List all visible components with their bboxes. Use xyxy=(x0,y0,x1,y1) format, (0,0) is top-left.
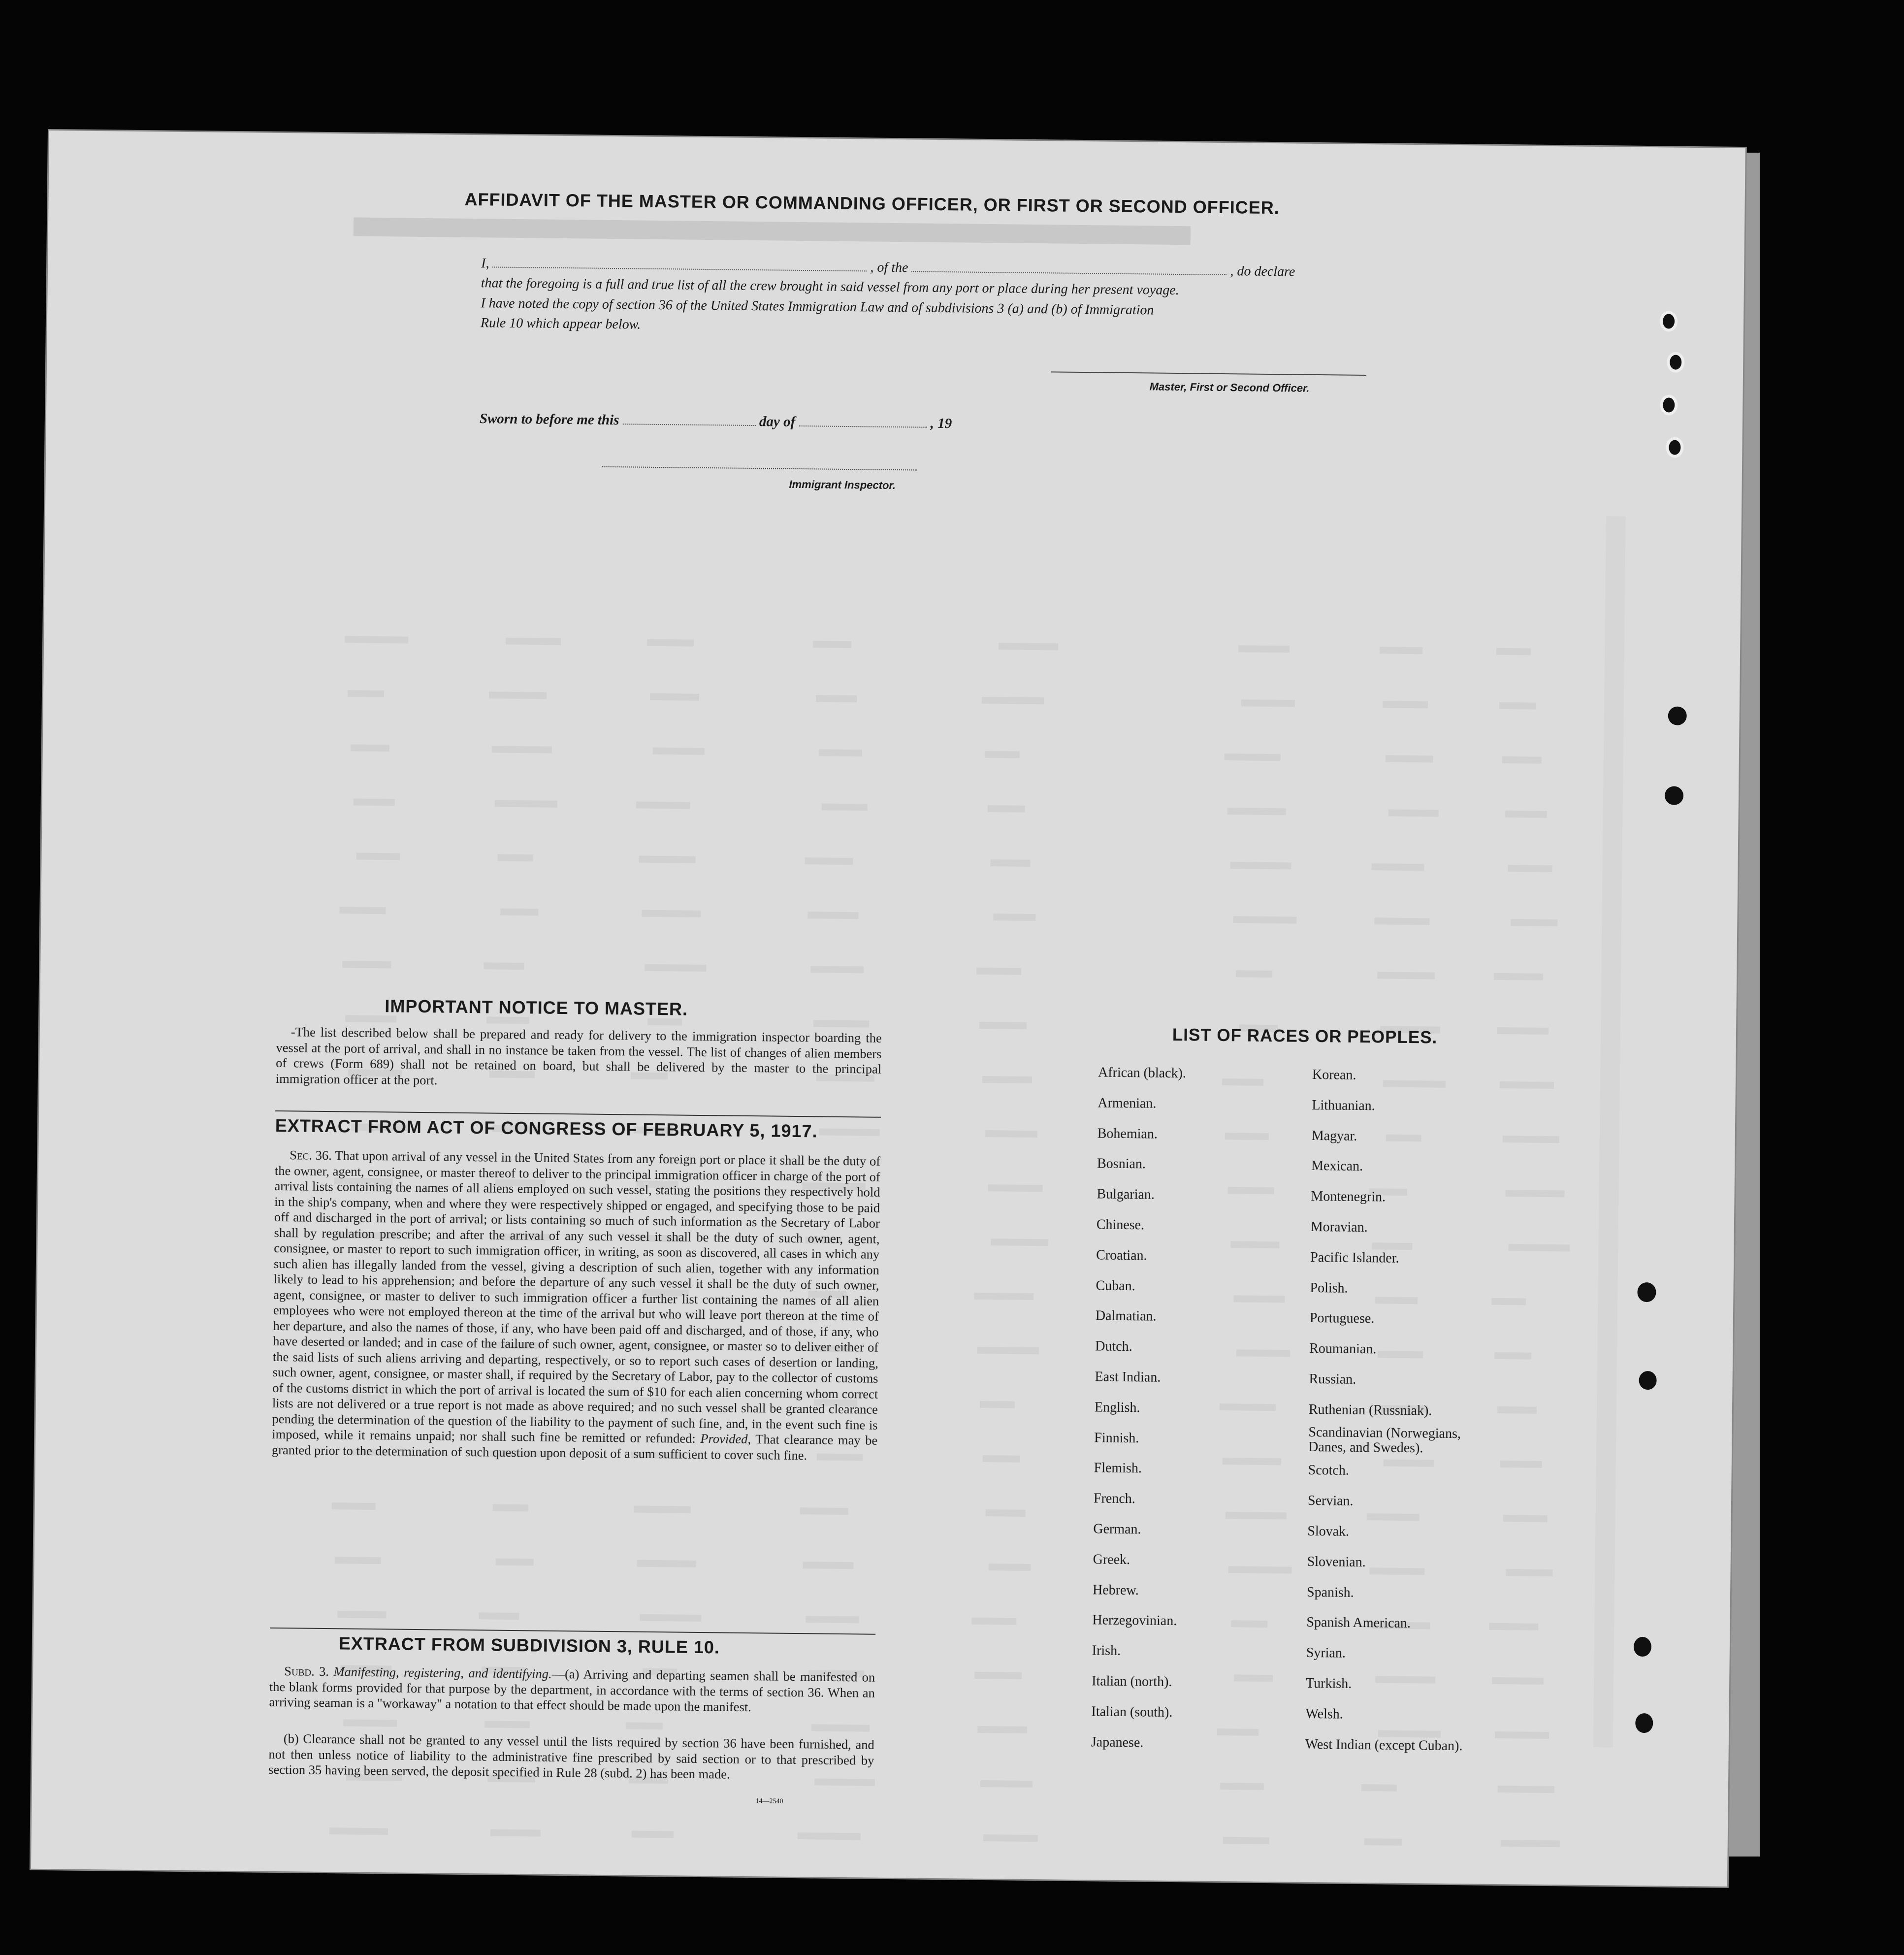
race-item: Mexican. xyxy=(1311,1158,1363,1174)
race-item: Montenegrin. xyxy=(1311,1189,1386,1205)
affidavit-title: AFFIDAVIT OF THE MASTER OR COMMANDING OFFICER, OR FIRST OR SECOND OFFICER. xyxy=(464,189,1280,218)
race-item: Hebrew. xyxy=(1092,1582,1139,1598)
affidavit-body-line-1: that the foregoing is a full and true list of all the crew brought in said vessel from any port or place during her present voyage. xyxy=(481,275,1179,298)
form-number: 14—2540 xyxy=(755,1797,783,1805)
race-item: German. xyxy=(1093,1521,1141,1537)
race-item: English. xyxy=(1094,1400,1140,1416)
race-item: Scotch. xyxy=(1308,1463,1350,1479)
affidavit-i-label: I, xyxy=(481,256,489,271)
race-item: Herzegovinian. xyxy=(1092,1612,1177,1629)
day-of-label: day of xyxy=(759,414,796,430)
sec-36-body: That upon arrival of any vessel in the United States from any foreign port or place it shall be the duty of the owner, agent, consignee, or master thereof to deliver to the principal immigration officer in charge of the port of arrival lists containing the names of all aliens employed on such vessel, stating the positions they respectively hold in the ship's company, when and where they were respectively shipped or engaged, and specifying those to be paid off and discharged in the port of arrival; or lists containing so much of such information as the Secretary of Labor shall by regulation prescribe; and after the arrival of any such vessel it shall be the duty of such owner, agent, consignee, or master to report to such immigration officer, in writing, as soon as discovered, all cases in which any such alien has illegally landed from the vessel, giving a description of such alien, together with any information likely to lead to his apprehension; and before the departure of any such vessel it shall be the duty of such owner, agent, consignee, or master to deliver to such immigration officer a further list containing the names of all alien employees who were not employed thereon at the time of the arrival but who will leave port thereon at the time of her departure, and also the names of those, if any, who have been paid off and discharged, and of those, if any, who have deserted or landed; and in case of the failure of such owner, agent, consignee, or master so to deliver either of the said lists of such aliens arriving and departing, respectively, or so to report such cases of desertion or landing, such owner, agent, consignee, or master shall, if required by the Secretary of Labor, pay to the collector of customs of the customs district in which the port of arrival is located the sum of $10 for each alien concerning whom correct lists are not delivered or a true report is not made as above required; and no such vessel shall be granted clearance pending the determination of the question of the liability to the payment of such fine, and, in the event such fine is imposed, while it remains unpaid; nor shall such fine be remitted or refunded: xyxy=(272,1148,881,1446)
rule-subd-3-a xyxy=(269,1663,875,1716)
race-item: Servian. xyxy=(1307,1493,1354,1509)
race-item: Bulgarian. xyxy=(1097,1186,1155,1203)
race-item: Bohemian. xyxy=(1097,1125,1158,1142)
race-item: Greek. xyxy=(1093,1552,1130,1567)
sworn-month-blank[interactable] xyxy=(799,425,927,428)
sworn-label: Sworn to before me this xyxy=(479,411,619,428)
year-label: , 19 xyxy=(930,415,952,432)
act-extract-title: EXTRACT FROM ACT OF CONGRESS OF FEBRUARY 5, 1917. xyxy=(275,1115,818,1141)
rule-extract-title: EXTRACT FROM SUBDIVISION 3, RULE 10. xyxy=(338,1633,720,1658)
punch-hole xyxy=(1665,786,1683,805)
sec-36-end: That clearance may be granted prior to the determination of such question upon deposit of a sum sufficient to cover such fine. xyxy=(271,1432,878,1463)
race-item: Turkish. xyxy=(1305,1675,1352,1692)
subd-a-text: —(a) Arriving and departing seamen shall be manifested on the blank forms provided for that purpose by the department, in accordance with the terms of section 36. When an arriving seaman is a "workaway" a notation to that effect should be made upon the manifest. xyxy=(269,1666,875,1715)
subd-title: Manifesting, registering, and identifying. xyxy=(333,1664,552,1681)
punch-hole xyxy=(1634,1637,1651,1657)
punch-hole xyxy=(1635,1713,1653,1733)
race-item: Italian (north). xyxy=(1091,1673,1172,1690)
master-name-blank[interactable] xyxy=(492,266,867,271)
affidavit-body-line-3: Rule 10 which appear below. xyxy=(480,315,641,332)
master-signature-caption: Master, First or Second Officer. xyxy=(1149,380,1310,394)
race-item: East Indian. xyxy=(1095,1369,1161,1385)
race-item: Syrian. xyxy=(1306,1645,1346,1661)
race-item: Dutch. xyxy=(1095,1338,1132,1355)
race-item: Pacific Islander. xyxy=(1310,1249,1399,1266)
race-item: Flemish. xyxy=(1094,1460,1142,1476)
race-item: African (black). xyxy=(1097,1065,1187,1081)
race-item: Scandinavian (Norwegians, Danes, and Swedes). xyxy=(1308,1424,1461,1456)
race-item: Ruthenian (Russniak). xyxy=(1308,1401,1432,1419)
races-left-column xyxy=(1091,1057,1187,1758)
races-right-column xyxy=(1305,1060,1480,1761)
race-item: Moravian. xyxy=(1310,1219,1368,1236)
race-item: Italian (south). xyxy=(1091,1704,1173,1720)
sec-label: Sec. 36. xyxy=(290,1147,332,1163)
notice-title: IMPORTANT NOTICE TO MASTER. xyxy=(385,996,688,1019)
punch-hole xyxy=(1637,1282,1656,1302)
race-item: Armenian. xyxy=(1097,1095,1157,1111)
manifest-page xyxy=(31,130,1745,1887)
race-item: Cuban. xyxy=(1096,1277,1135,1294)
race-item: Roumanian. xyxy=(1309,1341,1377,1357)
race-item: Croatian. xyxy=(1096,1247,1147,1264)
affidavit-declare-label: , do declare xyxy=(1230,263,1295,280)
race-item: Bosnian. xyxy=(1097,1156,1146,1172)
act-section-36-text xyxy=(272,1147,881,1464)
bleed-through-texture xyxy=(31,130,1745,1887)
race-item: Chinese. xyxy=(1096,1217,1145,1233)
vessel-name-blank[interactable] xyxy=(911,271,1226,275)
race-item: Slovenian. xyxy=(1307,1554,1366,1570)
race-item: Polish. xyxy=(1310,1280,1348,1296)
provided-label: Provided, xyxy=(700,1431,751,1447)
race-item: Slovak. xyxy=(1307,1523,1350,1539)
races-title: LIST OF RACES OR PEOPLES. xyxy=(1172,1025,1438,1047)
race-item: Spanish American. xyxy=(1306,1615,1411,1631)
race-item: Russian. xyxy=(1309,1371,1356,1387)
punch-hole xyxy=(1668,706,1687,725)
race-item: Japanese. xyxy=(1091,1734,1144,1750)
rule-subd-3-b: (b) Clearance shall not be granted to any vessel until the lists required by section 36 have been furnished, and not then unless notice of liability to the administrative fine prescribed by said section or to that prescribed by section 35 having been served, the deposit specified in Rule 28 (subd. 2) has been made. xyxy=(268,1731,874,1782)
race-item: Korean. xyxy=(1312,1067,1356,1083)
race-item: West Indian (except Cuban). xyxy=(1305,1736,1463,1754)
subd-label: Subd. 3. xyxy=(284,1663,329,1679)
race-item: Irish. xyxy=(1092,1643,1121,1659)
notice-text: -The list described below shall be prepared and ready for delivery to the immigration inspector boarding the vessel at the port of arrival, and shall in no instance be taken from the vessel. The list of changes of alien members of crews (Form 689) shall not be retained on board, but shall be delivered by the master to the principal immigration officer at the port. xyxy=(275,1024,882,1087)
race-item: Portuguese. xyxy=(1309,1310,1375,1327)
sworn-day-blank[interactable] xyxy=(623,424,756,426)
race-item: Magyar. xyxy=(1311,1128,1357,1144)
punch-hole xyxy=(1639,1371,1656,1390)
inspector-caption: Immigrant Inspector. xyxy=(789,478,896,492)
race-item: Lithuanian. xyxy=(1312,1097,1375,1114)
race-item: French. xyxy=(1093,1491,1135,1507)
race-item: Dalmatian. xyxy=(1095,1308,1157,1325)
race-item: Finnish. xyxy=(1094,1430,1139,1446)
affidavit-of-the-label: , of the xyxy=(870,260,908,276)
race-item: Spanish. xyxy=(1306,1584,1354,1600)
race-item: Welsh. xyxy=(1305,1706,1343,1722)
affidavit-body-line-2: I have noted the copy of section 36 of the United States Immigration Law and of subdivisions 3 (a) and (b) of Immigration xyxy=(481,295,1154,318)
